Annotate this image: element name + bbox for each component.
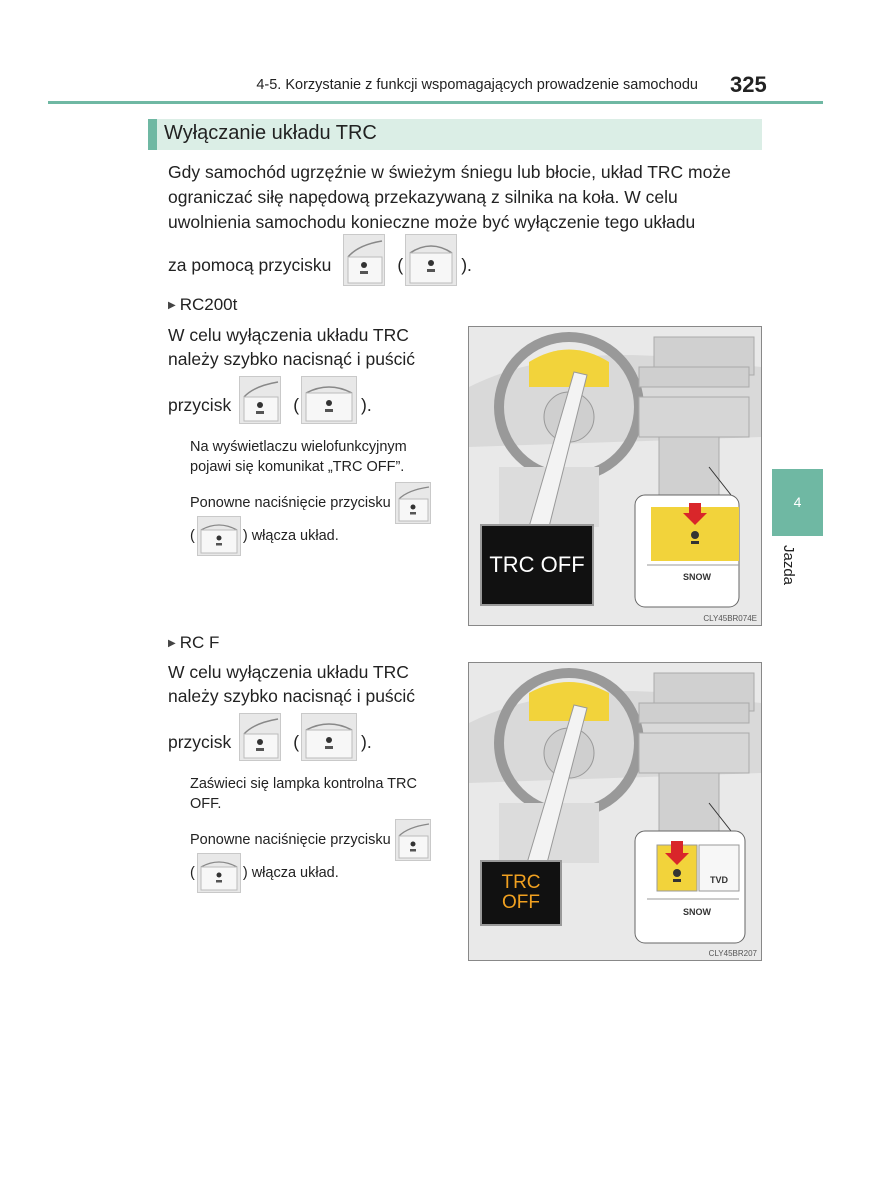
figure-code: CLY45BR074E bbox=[703, 614, 757, 623]
przycisk-label: przycisk bbox=[168, 731, 232, 752]
rc200t-para-line: należy szybko nacisnąć i puścić bbox=[168, 349, 416, 369]
intro-line: uwolnienia samochodu konieczne może być wyłączenie tego układu bbox=[168, 212, 696, 232]
trc-off-button-alt-icon bbox=[301, 376, 357, 424]
triangle-bullet-icon: ▶ bbox=[168, 300, 176, 311]
page-number: 325 bbox=[730, 72, 767, 97]
rcf-note2-cont bbox=[190, 853, 339, 893]
rcf-note1 bbox=[190, 774, 417, 814]
running-header: 4-5. Korzystanie z funkcji wspomagających prowadzenie samochodu bbox=[256, 77, 698, 93]
note-line: Zaświeci się lampka kontrolna TRC bbox=[190, 776, 417, 792]
rc200t-para-line: W celu wyłączenia układu TRC bbox=[168, 325, 409, 345]
rcf-paragraph bbox=[168, 660, 453, 708]
trc-off-button-icon bbox=[395, 482, 431, 524]
note-suffix: ) włącza układ. bbox=[242, 865, 339, 881]
chapter-tab: 4 bbox=[772, 469, 823, 536]
intro-line: Gdy samochód ugrzęźnie w świeżym śniegu lub błocie, układ TRC może bbox=[168, 162, 731, 182]
rcf-figure bbox=[468, 662, 762, 961]
trc-off-button-alt-icon bbox=[405, 234, 457, 286]
trc-off-button-icon bbox=[239, 376, 281, 424]
paren-open: ( bbox=[190, 865, 195, 881]
paren-open: ( bbox=[190, 528, 195, 544]
trc-off-button-alt-icon bbox=[197, 516, 241, 556]
intro-line: ograniczać siłę napędową przekazywaną z silnika na koła. W celu bbox=[168, 187, 678, 207]
multi-info-display: TRC OFF bbox=[489, 552, 585, 577]
rc200t-heading-text: RC200t bbox=[179, 295, 238, 314]
figure-code: CLY45BR207 bbox=[708, 949, 757, 958]
intro-last-prefix: za pomocą przycisku bbox=[168, 254, 332, 275]
trc-off-indicator-lamp bbox=[481, 861, 561, 925]
paren-open: ( bbox=[293, 731, 300, 752]
chapter-label: Jazda bbox=[780, 545, 797, 586]
trc-off-button-alt-icon bbox=[197, 853, 241, 893]
trc-off-button-alt-icon bbox=[301, 713, 357, 761]
rc200t-figure bbox=[468, 326, 762, 626]
rcf-heading-text: RC F bbox=[179, 633, 220, 652]
rc200t-button-line bbox=[168, 376, 372, 424]
rc200t-heading bbox=[168, 295, 237, 315]
paren-open: ( bbox=[397, 254, 404, 275]
rc200t-note2-cont bbox=[190, 516, 339, 556]
paren-close: ). bbox=[361, 394, 372, 415]
rcf-para-line: W celu wyłączenia układu TRC bbox=[168, 662, 409, 682]
note-suffix: ) włącza układ. bbox=[242, 528, 339, 544]
indicator-line: OFF bbox=[502, 892, 540, 913]
paren-open: ( bbox=[293, 394, 300, 415]
trc-off-button-icon bbox=[343, 234, 385, 286]
intro-last-line bbox=[168, 234, 472, 286]
section-title-accent bbox=[148, 119, 157, 150]
header-rule bbox=[48, 101, 823, 104]
rcf-para-line: należy szybko nacisnąć i puścić bbox=[168, 686, 416, 706]
triangle-bullet-icon: ▶ bbox=[168, 638, 176, 649]
section-title: Wyłączanie układu TRC bbox=[164, 122, 377, 144]
intro-paragraph bbox=[168, 160, 762, 235]
rcf-heading bbox=[168, 633, 219, 653]
rc200t-paragraph bbox=[168, 323, 453, 371]
snow-label: SNOW bbox=[683, 572, 711, 582]
paren-close: ). bbox=[361, 731, 372, 752]
note-line: Na wyświetlaczu wielofunkcyjnym bbox=[190, 439, 407, 455]
trc-off-button-icon bbox=[239, 713, 281, 761]
tvd-label: TVD bbox=[710, 875, 728, 885]
rcf-button-line bbox=[168, 713, 372, 761]
note-line: pojawi się komunikat „TRC OFF”. bbox=[190, 459, 405, 475]
rc200t-note1 bbox=[190, 437, 407, 477]
paren-close: ). bbox=[461, 254, 472, 275]
trc-off-button-icon bbox=[395, 819, 431, 861]
note-line: Ponowne naciśnięcie przycisku bbox=[190, 832, 391, 848]
indicator-line: TRC bbox=[501, 872, 541, 893]
note-line: OFF. bbox=[190, 796, 222, 812]
przycisk-label: przycisk bbox=[168, 394, 232, 415]
snow-label: SNOW bbox=[683, 907, 711, 917]
note-line: Ponowne naciśnięcie przycisku bbox=[190, 495, 391, 511]
